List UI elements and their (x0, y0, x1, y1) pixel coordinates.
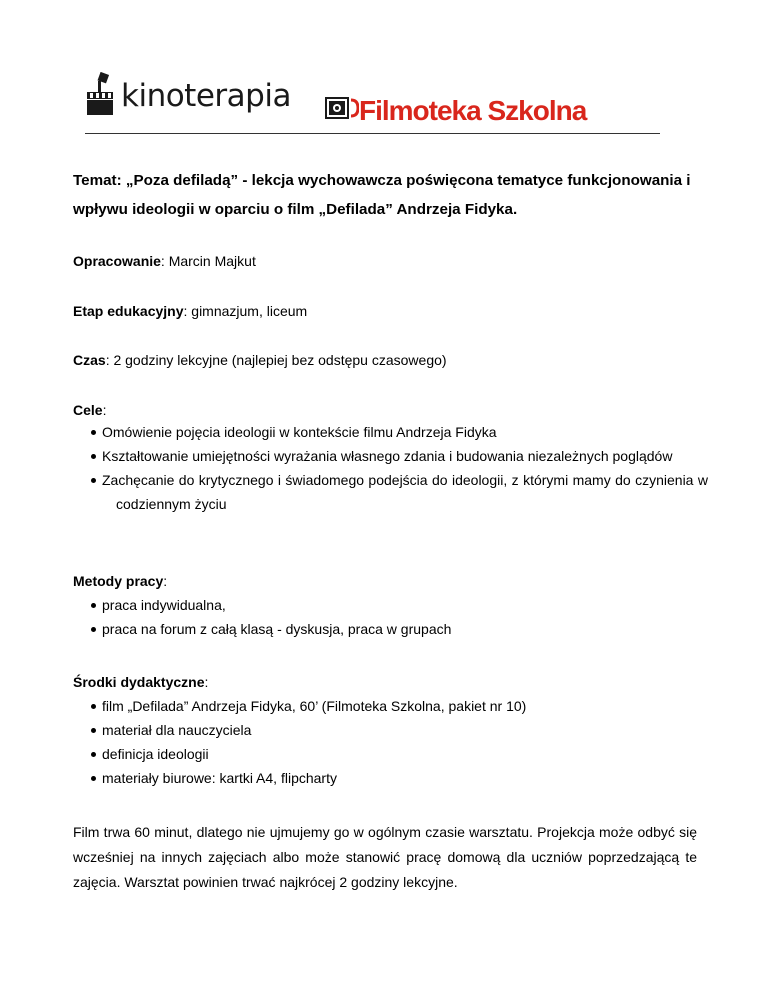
goal-text: Zachęcanie do krytycznego i świadomego podejścia do ideologii, z którymi mamy do czynienia w codziennym życiu (102, 472, 708, 512)
time-line (73, 351, 447, 369)
author-line (73, 252, 256, 270)
kinoterapia-logo (85, 66, 291, 116)
goals-label: Cele (73, 402, 103, 418)
resource-text: definicja ideologii (102, 746, 209, 762)
bullet-icon (91, 454, 96, 459)
resource-text: materiał dla nauczyciela (102, 722, 252, 738)
bullet-icon (91, 627, 96, 632)
author-value: : Marcin Majkut (160, 253, 256, 269)
resources-label: Środki dydaktyczne (73, 674, 205, 690)
method-text: praca na forum z całą klasą - dyskusja, praca w grupach (102, 621, 452, 637)
list-item (84, 742, 704, 766)
page-header (85, 66, 665, 136)
list-item (84, 694, 704, 718)
summary-paragraph: Film trwa 60 minut, dlatego nie ujmujemy go w ogólnym czasie warsztatu. Projekcja może odbyć się wcześniej na innych zajęciach albo może stanowić pracę domową dla uczniów poprzedzającą te zajęcia. Warsztat powinien trwać najkrócej 2 godziny lekcyjne. (73, 824, 697, 890)
stage-line (73, 302, 307, 320)
bullet-icon (91, 704, 96, 709)
bullet-icon (91, 776, 96, 781)
methods-colon: : (163, 573, 168, 589)
list-item (84, 766, 704, 790)
clapperboard-icon (85, 72, 115, 116)
bullet-icon (91, 728, 96, 733)
stage-label: Etap edukacyjny (73, 303, 184, 319)
kinoterapia-wordmark: kinoterapia (121, 78, 291, 114)
time-label: Czas (73, 352, 106, 368)
list-item (84, 444, 708, 468)
goal-text: Omówienie pojęcia ideologii w kontekście filmu Andrzeja Fidyka (102, 424, 497, 440)
header-divider (85, 133, 660, 134)
bullet-icon (91, 430, 96, 435)
stage-value: : gimnazjum, liceum (183, 303, 308, 319)
lesson-title: Temat: „Poza defiladą” - lekcja wychowawcza poświęcona tematyce funkcjonowania i wpływu ideologii w oparciu o film „Defilada” Andrzeja Fidyka. (73, 172, 691, 218)
author-label: Opracowanie (73, 253, 161, 269)
list-item (84, 617, 704, 641)
bullet-icon (91, 603, 96, 608)
methods-heading (73, 572, 167, 590)
resources-list (84, 694, 704, 790)
list-item (84, 468, 708, 516)
goals-list (84, 420, 708, 516)
resource-text: materiały biurowe: kartki A4, flipcharty (102, 770, 337, 786)
resources-colon: : (204, 674, 209, 690)
filmoteka-wordmark: Filmoteka Szkolna (359, 94, 587, 126)
goals-heading (73, 401, 106, 419)
time-value: : 2 godziny lekcyjne (najlepiej bez odstępu czasowego) (105, 352, 447, 368)
list-item (84, 593, 704, 617)
method-text: praca indywidualna, (102, 597, 226, 613)
bullet-icon (91, 478, 96, 483)
methods-label: Metody pracy (73, 573, 164, 589)
goal-text: Kształtowanie umiejętności wyrażania własnego zdania i budowania niezależnych poglądów (102, 448, 673, 464)
list-item (84, 718, 704, 742)
film-frame-icon (325, 96, 359, 125)
list-item (84, 420, 708, 444)
filmoteka-logo (325, 96, 586, 125)
bullet-icon (91, 752, 96, 757)
methods-list (84, 593, 704, 641)
resources-heading (73, 673, 208, 691)
goals-colon: : (102, 402, 107, 418)
resource-text: film „Defilada” Andrzeja Fidyka, 60’ (Filmoteka Szkolna, pakiet nr 10) (102, 698, 527, 714)
